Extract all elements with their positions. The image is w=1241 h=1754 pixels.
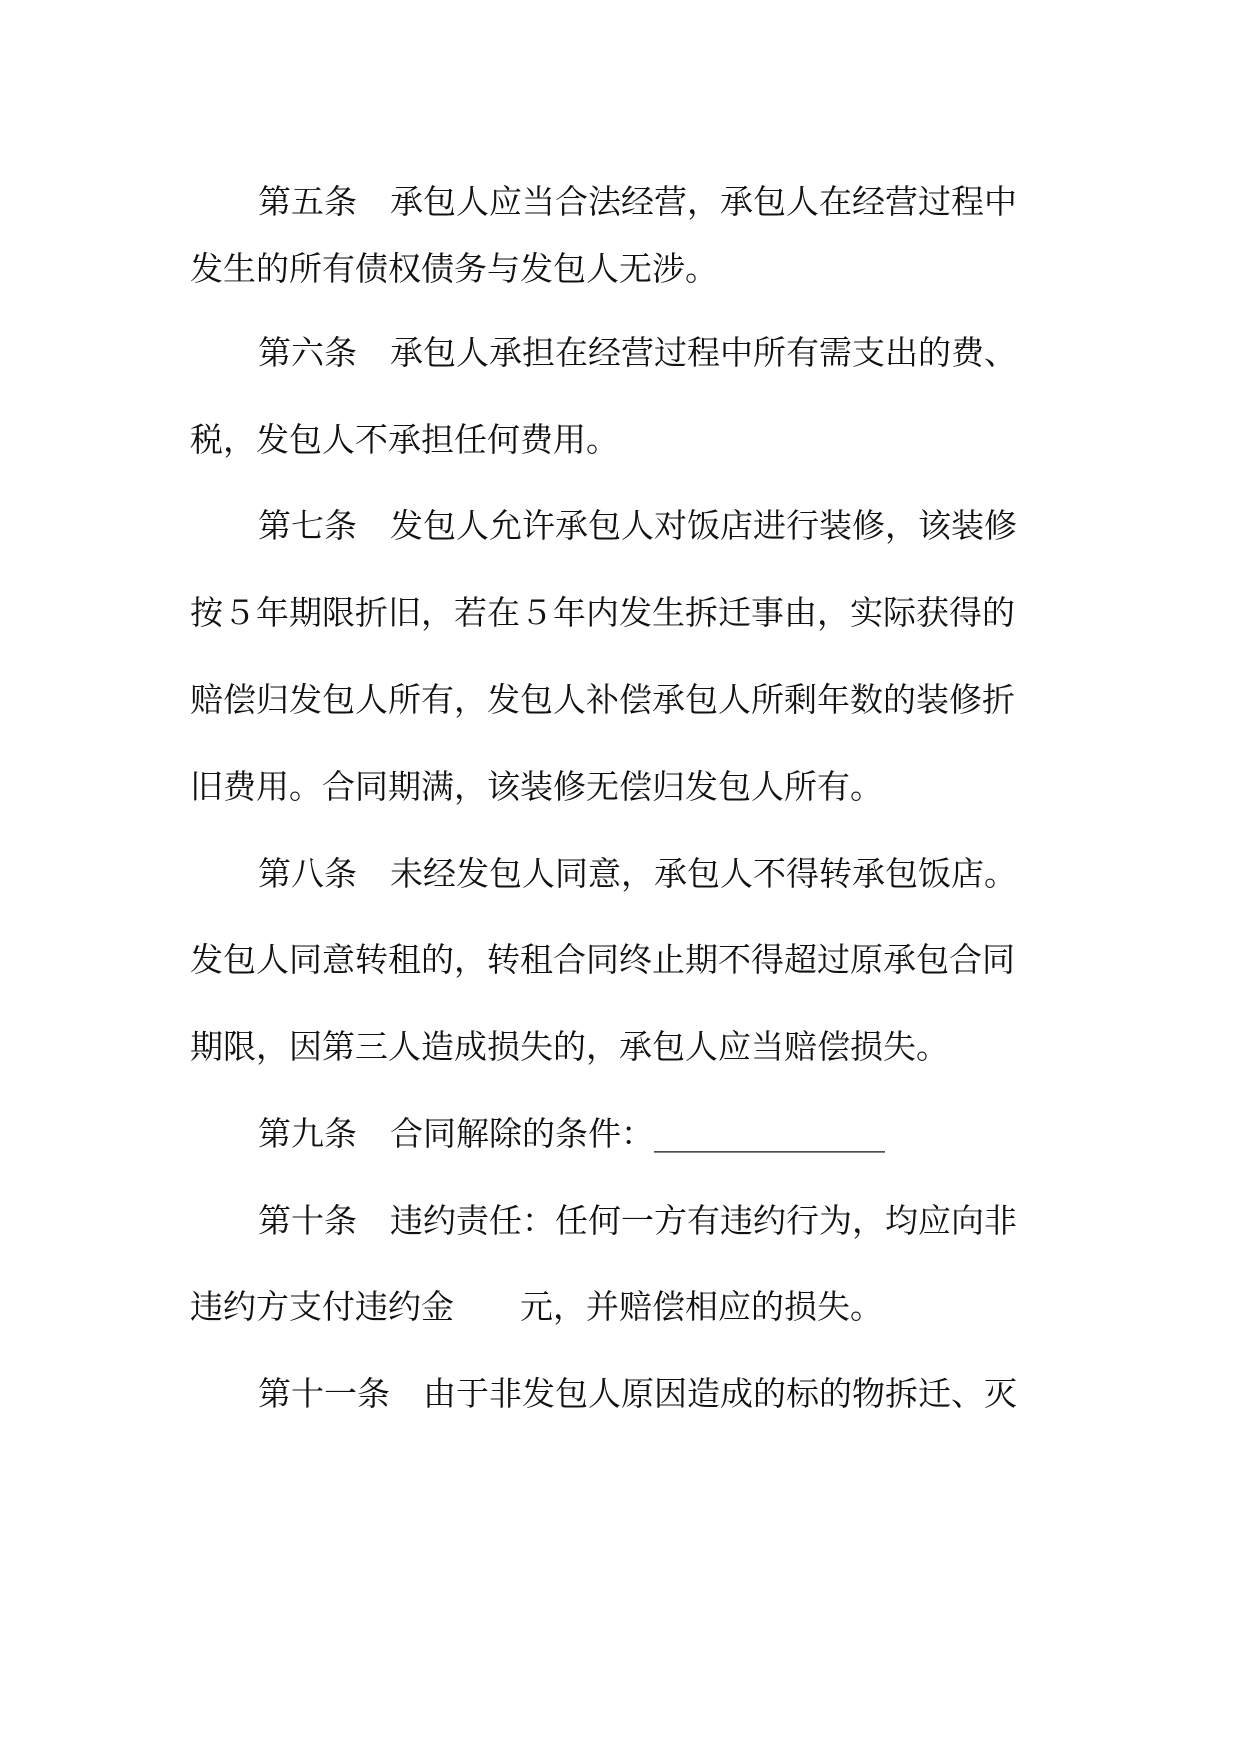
article-6-line-2: 税，发包人不承担任何费用。: [190, 420, 619, 459]
article-8-line-2: 发包人同意转租的，转租合同终止期不得超过原承包合同: [190, 940, 1015, 979]
article-5-line-1: 第五条 承包人应当合法经营，承包人在经营过程中: [258, 182, 1017, 221]
article-9-line-1: 第九条 合同解除的条件：______________: [258, 1114, 885, 1153]
article-11-line-1: 第十一条 由于非发包人原因造成的标的物拆迁、灭: [258, 1374, 1017, 1413]
article-10-line-2: 违约方支付违约金 元，并赔偿相应的损失。: [190, 1287, 883, 1326]
article-7-line-1: 第七条 发包人允许承包人对饭店进行装修，该装修: [258, 506, 1017, 545]
article-7-line-4: 旧费用。合同期满，该装修无偿归发包人所有。: [190, 767, 883, 806]
article-10-line-1: 第十条 违约责任：任何一方有违约行为，均应向非: [258, 1201, 1017, 1240]
article-5-line-2: 发生的所有债权债务与发包人无涉。: [190, 249, 718, 288]
article-8-line-3: 期限，因第三人造成损失的，承包人应当赔偿损失。: [190, 1027, 949, 1066]
article-7-line-3: 赔偿归发包人所有，发包人补偿承包人所剩年数的装修折: [190, 680, 1015, 719]
article-7-line-2: 按５年期限折旧，若在５年内发生拆迁事由，实际获得的: [190, 593, 1015, 632]
article-6-line-1: 第六条 承包人承担在经营过程中所有需支出的费、: [258, 333, 1017, 372]
article-8-line-1: 第八条 未经发包人同意，承包人不得转承包饭店。: [258, 854, 1017, 893]
